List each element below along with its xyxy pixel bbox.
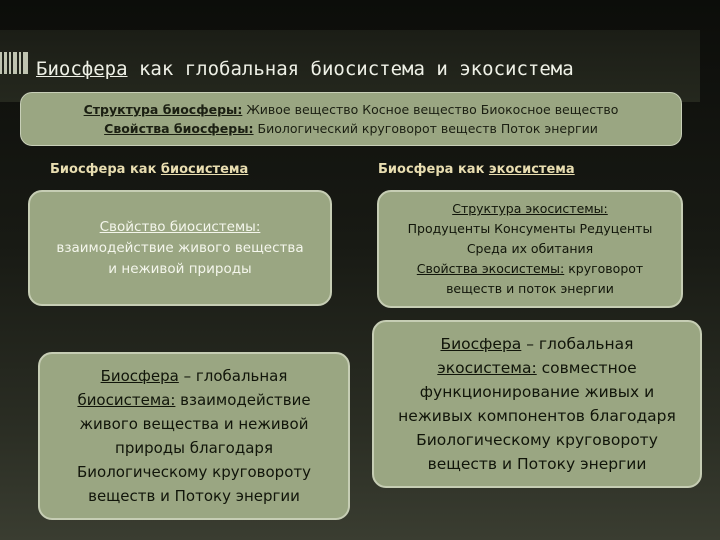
properties-label[interactable]: Свойства биосферы: [104,121,254,136]
biosystem-def-dash: – глобальная [178,367,288,385]
right-column-heading [378,160,575,180]
biosystem-def-line3: живого вещества и неживой [79,415,309,433]
biosystem-def-text: взаимодействие [175,391,311,409]
properties-text: Биологический круговорот веществ Поток энергии [253,121,598,136]
ecosystem-structure-line5: веществ и поток энергии [446,281,614,296]
biosystem-definition-box [38,352,350,520]
ecosystem-def-line1 [374,332,700,356]
ecosystem-link[interactable]: экосистема [488,162,575,177]
biosystem-def-line1 [40,364,348,388]
ecosystem-def-line2 [374,356,700,380]
ecosystem-def-link[interactable]: экосистема: [437,359,537,377]
ecosystem-def-line5: Биологическому круговороту [416,431,658,449]
structure-line [21,100,681,119]
properties-line [21,119,681,138]
biosystem-def-line4: природы благодаря [115,439,273,457]
left-column-heading [50,160,248,180]
page-title [36,54,574,84]
decorative-bars-icon [0,52,28,74]
biosystem-def-line5: Биологическому круговороту [77,463,311,481]
biosystem-def-line6: веществ и Потоку энергии [88,487,300,505]
structure-text: Живое вещество Косное вещество Биокосное вещество [242,102,619,117]
biosphere-summary-box [20,92,682,146]
biosystem-link[interactable]: биосистема [160,162,249,177]
ecosystem-def-term[interactable]: Биосфера [440,335,522,353]
ecosystem-properties-text: круговорот [564,261,644,276]
ecosystem-def-line3: функционирование живых и [419,383,655,401]
biosystem-def-link[interactable]: биосистема: [77,391,176,409]
ecosystem-structure-line3: Среда их обитания [466,241,594,256]
ecosystem-def-dash: – глобальная [521,335,634,353]
biosystem-def-line2 [40,388,348,412]
title-rest: как глобальная биосистема и экосистема [127,58,574,80]
biosystem-property-box [28,190,332,306]
biosystem-property-line2: взаимодействие живого вещества [56,239,304,256]
ecosystem-properties-line [379,259,681,279]
ecosystem-def-text: совместное [536,359,637,377]
left-heading-prefix: Биосфера как [50,162,161,177]
biosystem-property-label[interactable]: Свойство биосистемы: [99,218,261,235]
biosystem-property-line3: и неживой природы [108,260,252,277]
structure-label[interactable]: Структура биосферы: [83,102,243,117]
ecosystem-definition-box [372,320,702,488]
title-biosphere-link[interactable]: Биосфера [36,58,128,80]
ecosystem-properties-label[interactable]: Свойства экосистемы: [416,261,565,276]
ecosystem-def-line4: неживых компонентов благодаря [398,407,676,425]
ecosystem-def-line6: веществ и Потоку энергии [427,455,647,473]
biosystem-def-term[interactable]: Биосфера [100,367,179,385]
ecosystem-structure-label[interactable]: Структура экосистемы: [452,201,608,216]
right-heading-prefix: Биосфера как [378,162,489,177]
ecosystem-structure-box [377,190,683,308]
ecosystem-structure-line2: Продуценты Консументы Редуценты [407,221,653,236]
